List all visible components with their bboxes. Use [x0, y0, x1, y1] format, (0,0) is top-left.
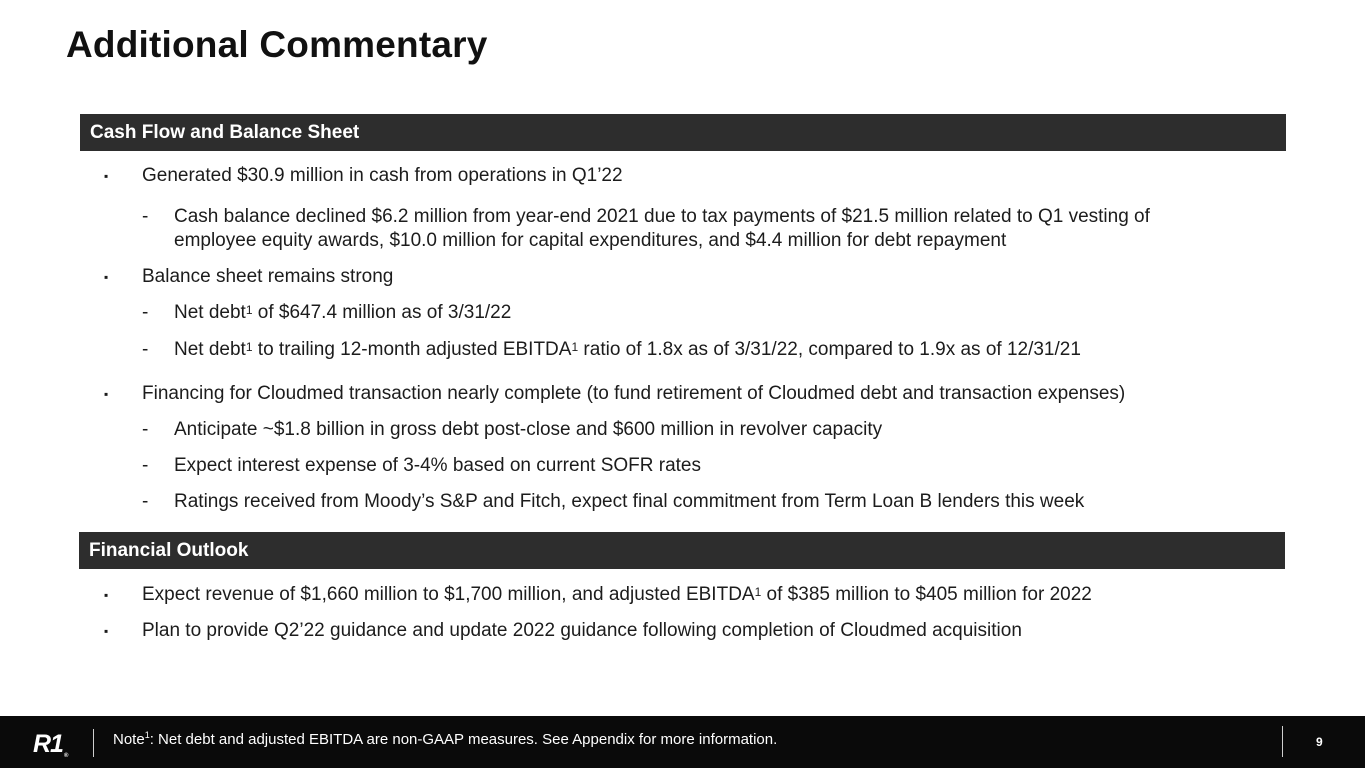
bullet-text: Generated $30.9 million in cash from operations in Q1’22 — [142, 165, 623, 186]
bullet-marker: ▪ — [104, 270, 109, 284]
footnote-marker: 1 — [144, 730, 150, 740]
text-part: of $385 million to $405 million for 2022 — [761, 584, 1092, 605]
footnote-marker: 1 — [245, 303, 253, 317]
text-part: of $647.4 million as of 3/31/22 — [252, 302, 512, 323]
footer-divider-left — [93, 729, 94, 757]
dash-marker: - — [142, 339, 149, 360]
dash-marker: - — [142, 491, 149, 512]
footer-divider-right — [1282, 726, 1283, 757]
footer — [0, 716, 1365, 768]
bullet-text — [142, 583, 1092, 607]
text-part: Net debt — [174, 339, 246, 360]
logo-text: R1 — [33, 730, 63, 758]
sub-bullet-text — [174, 301, 511, 325]
text-part: ratio of 1.8x as of 3/31/22, compared to 1.9x as of 12/31/21 — [578, 339, 1081, 360]
sub-bullet-text: Ratings received from Moody’s S&P and Fitch, expect final commitment from Term Loan B lenders this week — [174, 491, 1085, 512]
page-title: Additional Commentary — [66, 24, 488, 65]
sub-bullet-text: Expect interest expense of 3-4% based on current SOFR rates — [174, 455, 701, 476]
note-text: : Net debt and adjusted EBITDA are non-GAAP measures. See Appendix for more information. — [149, 731, 778, 748]
dash-marker: - — [142, 419, 149, 440]
sub-bullet-text — [174, 338, 1081, 362]
section-header-cash-flow: Cash Flow and Balance Sheet — [80, 114, 1286, 151]
bullet-marker: ▪ — [104, 624, 109, 638]
text-part: Expect revenue of $1,660 million to $1,700 million, and adjusted EBITDA — [142, 584, 755, 605]
bullet-text: Financing for Cloudmed transaction nearly complete (to fund retirement of Cloudmed debt and transaction expenses) — [142, 383, 1126, 404]
bullet-marker: ▪ — [104, 387, 109, 401]
text-part: to trailing 12-month adjusted EBITDA — [252, 339, 572, 360]
sub-bullet-text: Anticipate ~$1.8 billion in gross debt post-close and $600 million in revolver capacity — [174, 419, 883, 440]
bullet-text: Plan to provide Q2’22 guidance and update 2022 guidance following completion of Cloudmed acquisition — [142, 620, 1022, 641]
dash-marker: - — [142, 455, 149, 476]
note-label: Note — [113, 731, 145, 748]
footer-note — [113, 731, 777, 748]
bullet-marker: ▪ — [104, 169, 109, 183]
text-part: Net debt — [174, 302, 246, 323]
footnote-marker: 1 — [571, 340, 579, 354]
bullet-marker: ▪ — [104, 588, 109, 602]
section-header-financial-outlook: Financial Outlook — [79, 532, 1285, 569]
r1-logo — [33, 730, 67, 759]
sub-bullet-text: Cash balance declined $6.2 million from year-end 2021 due to tax payments of $21.5 million related to Q1 vesting of employee equity awards, $10.0 million for capital expenditures, and $4.4 million for debt repayment — [174, 206, 1150, 251]
dash-marker: - — [142, 206, 149, 227]
page-number: 9 — [1316, 735, 1323, 749]
footnote-marker: 1 — [245, 340, 253, 354]
dash-marker: - — [142, 302, 149, 323]
footnote-marker: 1 — [754, 585, 762, 599]
registered-mark: ® — [63, 753, 68, 759]
bullet-text: Balance sheet remains strong — [142, 266, 394, 287]
